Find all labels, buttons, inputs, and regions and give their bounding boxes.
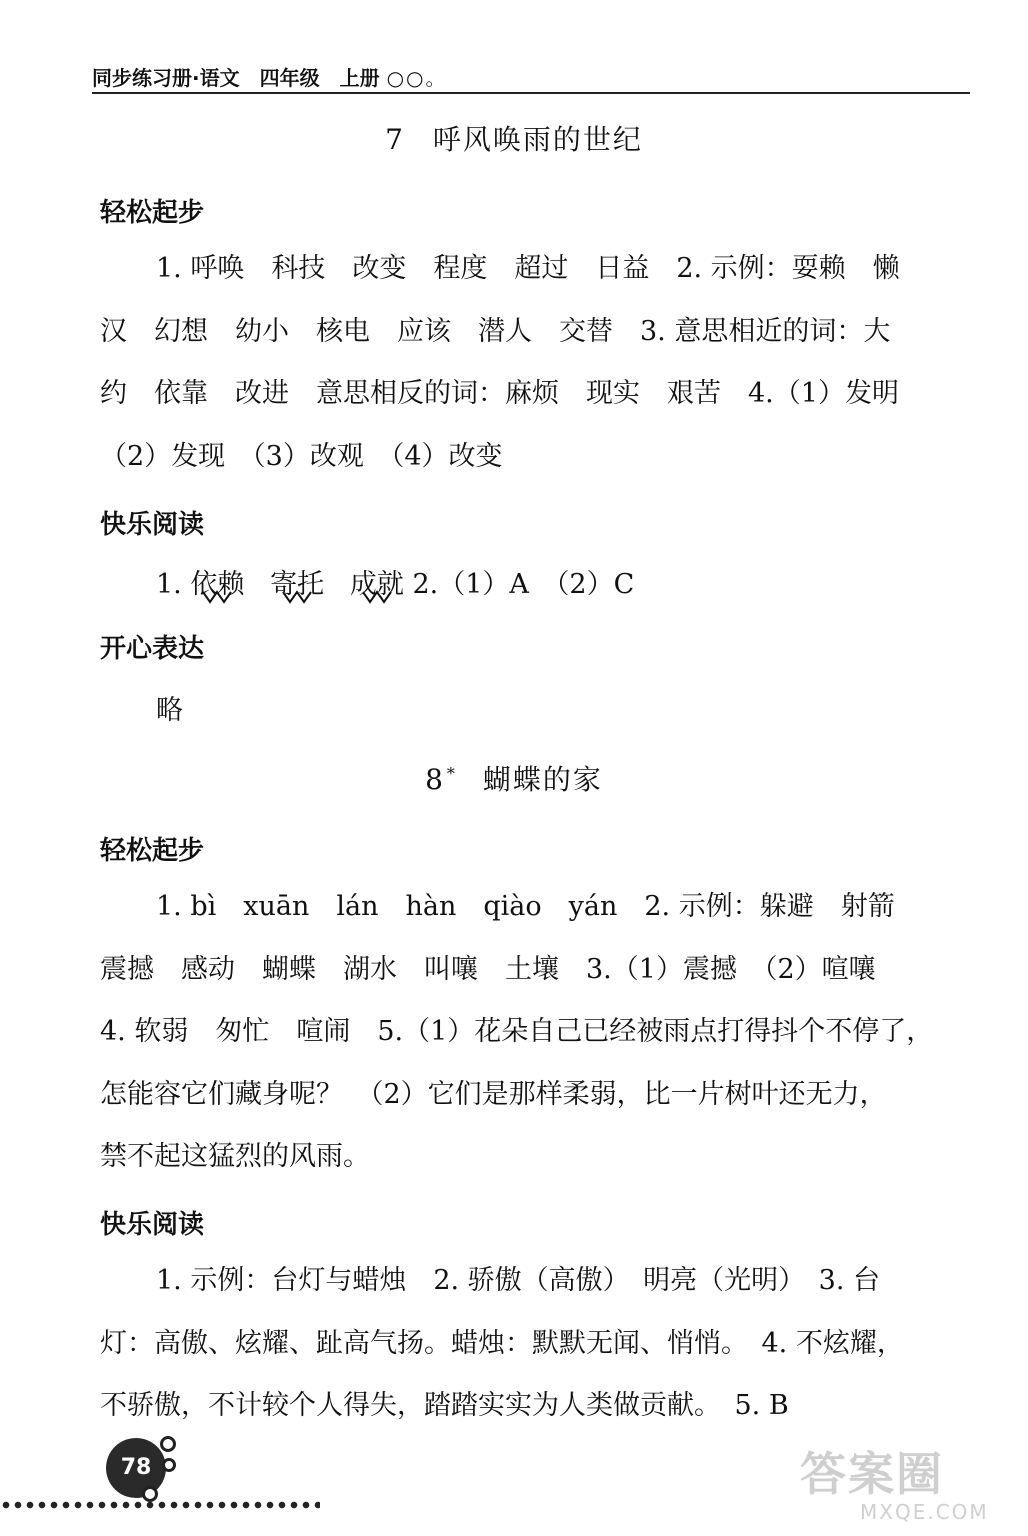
section-heading: 开心表达 — [100, 634, 205, 664]
lesson-8-title — [0, 758, 1028, 798]
page-number-badge — [96, 1432, 176, 1512]
section-heading: 快乐阅读 — [100, 1210, 205, 1240]
answer-line: 汉 幻想 幼小 核电 应该 潜人 交替 3. 意思相近的词：大 — [100, 315, 891, 347]
watermark-main: 答案圈 — [800, 1447, 944, 1501]
marked-word — [270, 562, 324, 601]
answer-line: （2）发现 （3）改观 （4）改变 — [100, 440, 503, 472]
decor-circle-icon — [162, 1458, 176, 1472]
answer-line: 禁不起这猛烈的风雨。 — [100, 1141, 370, 1172]
lesson-title-text: 呼风唤雨的世纪 — [432, 123, 643, 156]
page-number: 78 — [106, 1438, 166, 1498]
answer-paragraph — [100, 1250, 974, 1438]
marked-word — [190, 562, 244, 601]
marked-word-text: 成就 — [349, 569, 404, 600]
lesson-number: 7 — [385, 123, 405, 156]
section-heading: 快乐阅读 — [100, 510, 205, 540]
optional-star: * — [446, 763, 457, 783]
section-heading: 轻松起步 — [100, 836, 205, 866]
answer-line: 4. 软弱 匆忙 喧闹 5.（1）花朵自己已经被雨点打得抖个不停了， — [100, 1016, 934, 1047]
answer-line: 震撼 感动 蝴蝶 湖水 叫嚷 土壤 3.（1）震撼 （2）喧嚷 — [100, 953, 876, 985]
marked-word — [350, 562, 404, 601]
marked-word-text: 依赖 — [190, 569, 245, 600]
answer-line: 灯：高傲、炫耀、趾高气扬。蜡烛：默默无闻、悄悄。 4. 不炫耀， — [100, 1327, 904, 1359]
decor-circle-icon — [160, 1436, 176, 1452]
watermark-sub: MXQE.COM — [860, 1500, 989, 1524]
tick-mark-icon — [201, 590, 233, 604]
reading-answer-line — [156, 562, 634, 601]
lesson-number: 8 — [425, 763, 445, 796]
tick-mark-icon — [361, 590, 393, 604]
header-text: 同步练习册·语文 四年级 上册 — [92, 66, 380, 90]
running-header — [92, 64, 970, 94]
lesson-title-text: 蝴蝶的家 — [482, 763, 603, 796]
answer-line: 怎能容它们藏身呢？ （2）它们是那样柔弱，比一片树叶还无力， — [100, 1078, 887, 1110]
reading-answer-rest: 2.（1）A （2）C — [412, 569, 635, 600]
item-number: 1. — [156, 569, 182, 600]
watermark — [800, 1448, 1020, 1528]
header-circles: ○○。 — [386, 66, 448, 90]
lesson-7-title — [0, 118, 1028, 158]
marked-word-text: 寄托 — [270, 569, 325, 600]
section-heading: 轻松起步 — [100, 198, 205, 228]
answer-paragraph — [100, 238, 974, 488]
answer-text: 略 — [156, 695, 183, 726]
answer-line: 1. 呼唤 科技 改变 程度 超过 日益 2. 示例：耍赖 懒 — [156, 253, 900, 284]
decor-circle-icon — [142, 1486, 158, 1502]
answer-line: 1. 示例：台灯与蜡烛 2. 骄傲（高傲） 明亮（光明） 3. 台 — [156, 1265, 881, 1296]
answer-paragraph — [100, 876, 974, 1189]
tick-mark-icon — [281, 590, 313, 604]
answer-line: 不骄傲，不计较个人得失，踏踏实实为人类做贡献。 5. B — [100, 1390, 789, 1421]
answer-line: 1. bì xuān lán hàn qiào yán 2. 示例：躲避 射箭 — [156, 891, 895, 922]
answer-line: 约 依靠 改进 意思相反的词：麻烦 现实 艰苦 4.（1）发明 — [100, 378, 899, 409]
